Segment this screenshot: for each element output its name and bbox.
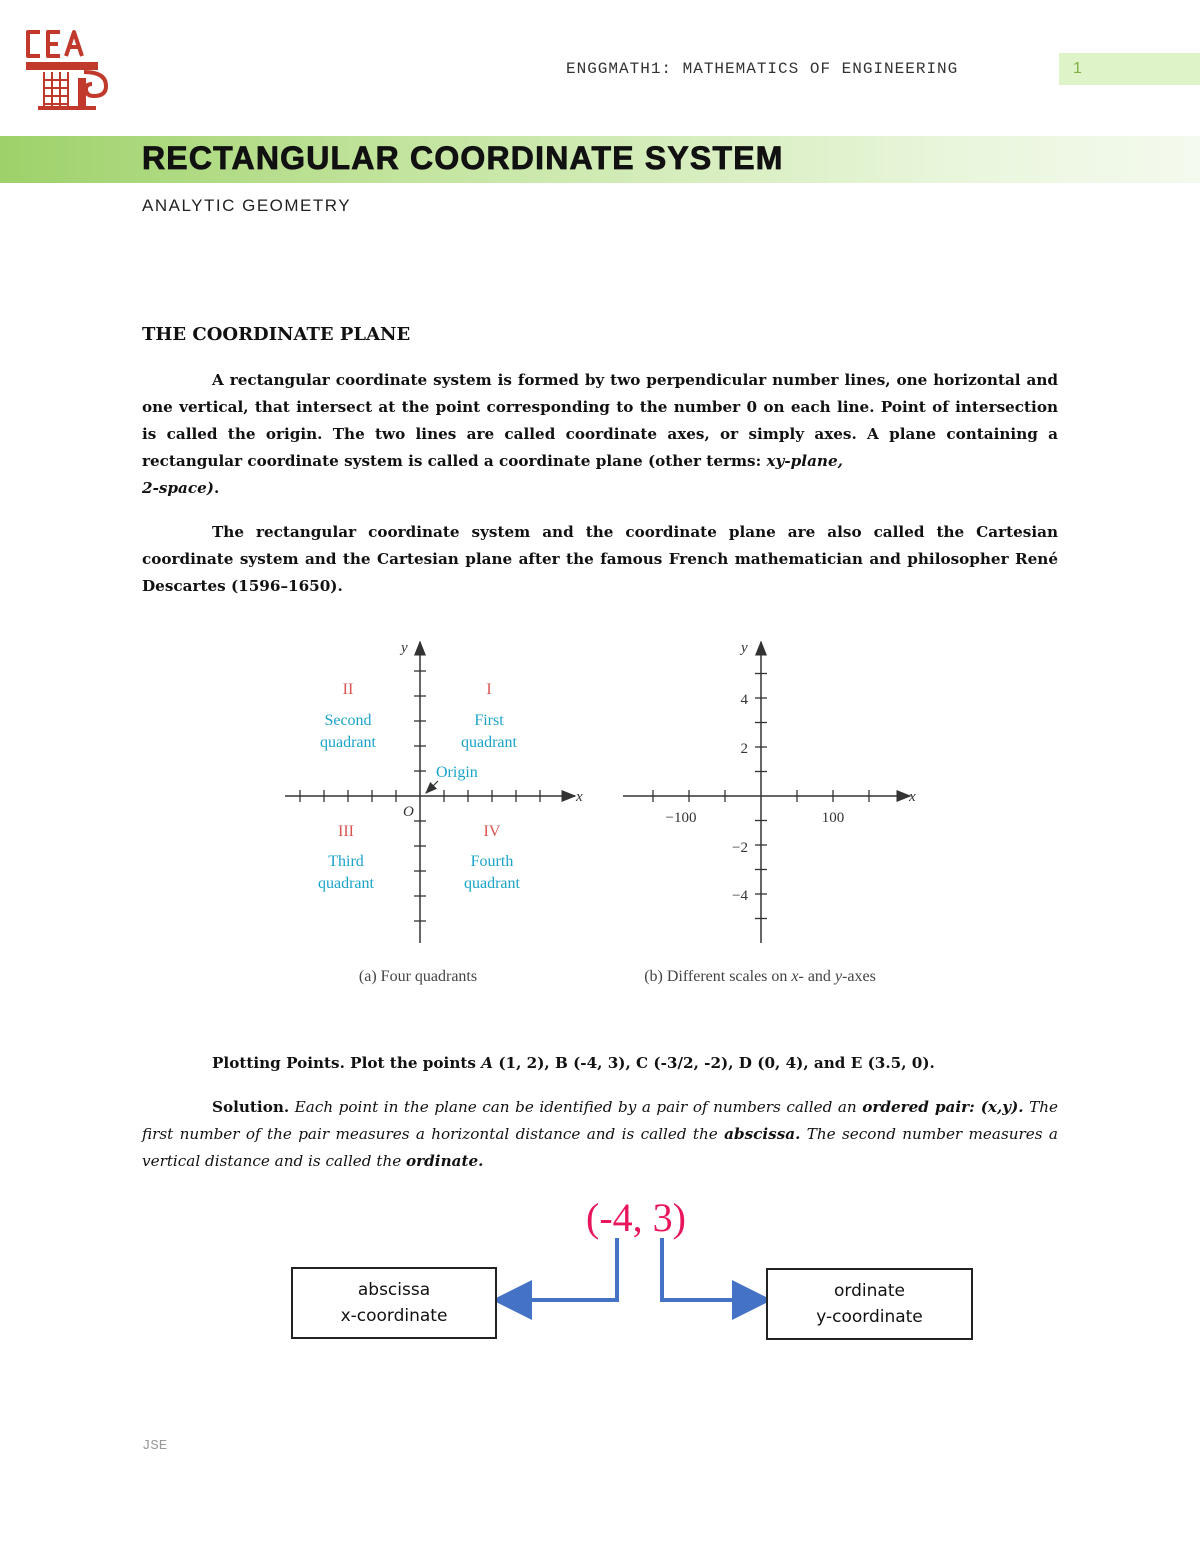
y-label-a: y	[401, 640, 408, 656]
y-coordinate-label: y-coordinate	[816, 1307, 923, 1327]
x-label-a: x	[576, 789, 583, 805]
quadrant-III-name: Third	[328, 853, 364, 870]
abscissa-box	[291, 1267, 497, 1339]
page-subtitle: ANALYTIC GEOMETRY	[142, 196, 352, 215]
origin-letter: O	[403, 804, 414, 820]
quadrant-IV-word: quadrant	[464, 875, 520, 892]
quadrant-II-name: Second	[324, 712, 372, 729]
ordinate-arrow	[662, 1238, 764, 1300]
x-label-b: x	[909, 789, 916, 805]
page-number: 1	[1073, 60, 1082, 77]
x-tick-label-100: 100	[821, 810, 845, 826]
abscissa-arrow	[500, 1238, 617, 1300]
abscissa-label: abscissa	[357, 1280, 431, 1300]
ordinate-label: ordinate	[834, 1281, 905, 1301]
x-coordinate-label: x-coordinate	[340, 1306, 448, 1326]
plotting-points-instruction: Plotting Points. Plot the points A (1, 2), B (-4, 3), C (-3/2, -2), D (0, 4), and E (3.5, 0).	[212, 1054, 935, 1072]
y-tick-label-neg4: −4	[732, 888, 748, 904]
paragraph-coordinate-system: A rectangular coordinate system is formed by two perpendicular number lines, one horizontal and one vertical, that intersect at the point corresponding to the number 0 on each line. Point of intersection is called the origin. The two lines are called coordinate axes, or simply axes. A plane containing a rectangular coordinate system is called a coordinate plane (other terms: xy-plane, 2-space).	[142, 371, 1058, 497]
caption-a: (a) Four quadrants	[358, 968, 478, 985]
caption-b: (b) Different scales on x- and y-axes	[644, 968, 876, 985]
x-tick-label-neg100: −100	[665, 810, 697, 826]
origin-label: Origin	[436, 764, 478, 781]
y-tick-label-4: 4	[740, 692, 748, 708]
y-tick-label-2: 2	[740, 741, 748, 757]
y-label-b: y	[741, 640, 748, 656]
solution-paragraph: Solution. Each point in the plane can be identified by a pair of numbers called an ordered pair: (x,y). The first number of the pair measures a horizontal distance and is called the abscissa. The second number measures a vertical distance and is called the ordinate.	[142, 1098, 1058, 1170]
quadrant-I-name: First	[474, 712, 504, 729]
course-header: ENGGMATH1: MATHEMATICS OF ENGINEERING	[566, 60, 959, 78]
quadrant-II-numeral: II	[342, 681, 354, 698]
quadrant-III-word: quadrant	[318, 875, 374, 892]
quadrant-I-word: quadrant	[461, 734, 517, 751]
quadrant-IV-name: Fourth	[470, 853, 514, 870]
footer-initials: JSE	[142, 1438, 168, 1454]
figure-a-four-quadrants	[285, 640, 583, 985]
quadrant-IV-numeral: IV	[483, 823, 501, 840]
quadrant-II-word: quadrant	[320, 734, 376, 751]
ordered-pair-example: (-4, 3)	[586, 1195, 686, 1240]
y-tick-label-neg2: −2	[732, 840, 748, 856]
origin-pointer-arrow	[426, 781, 438, 793]
coordinate-plane-figure	[270, 625, 930, 1000]
section-heading: THE COORDINATE PLANE	[142, 324, 411, 345]
quadrant-I-numeral: I	[486, 681, 492, 698]
cea-logo	[22, 22, 122, 112]
ordinate-box	[766, 1268, 973, 1340]
paragraph-cartesian: The rectangular coordinate system and the coordinate plane are also called the Cartesian coordinate system and the Cartesian plane after the famous French mathematician and philosopher René Descartes (1596–1650).	[142, 523, 1058, 595]
quadrant-III-numeral: III	[338, 823, 354, 840]
figure-b-different-scales	[623, 640, 916, 985]
page-title: RECTANGULAR COORDINATE SYSTEM	[142, 140, 784, 176]
